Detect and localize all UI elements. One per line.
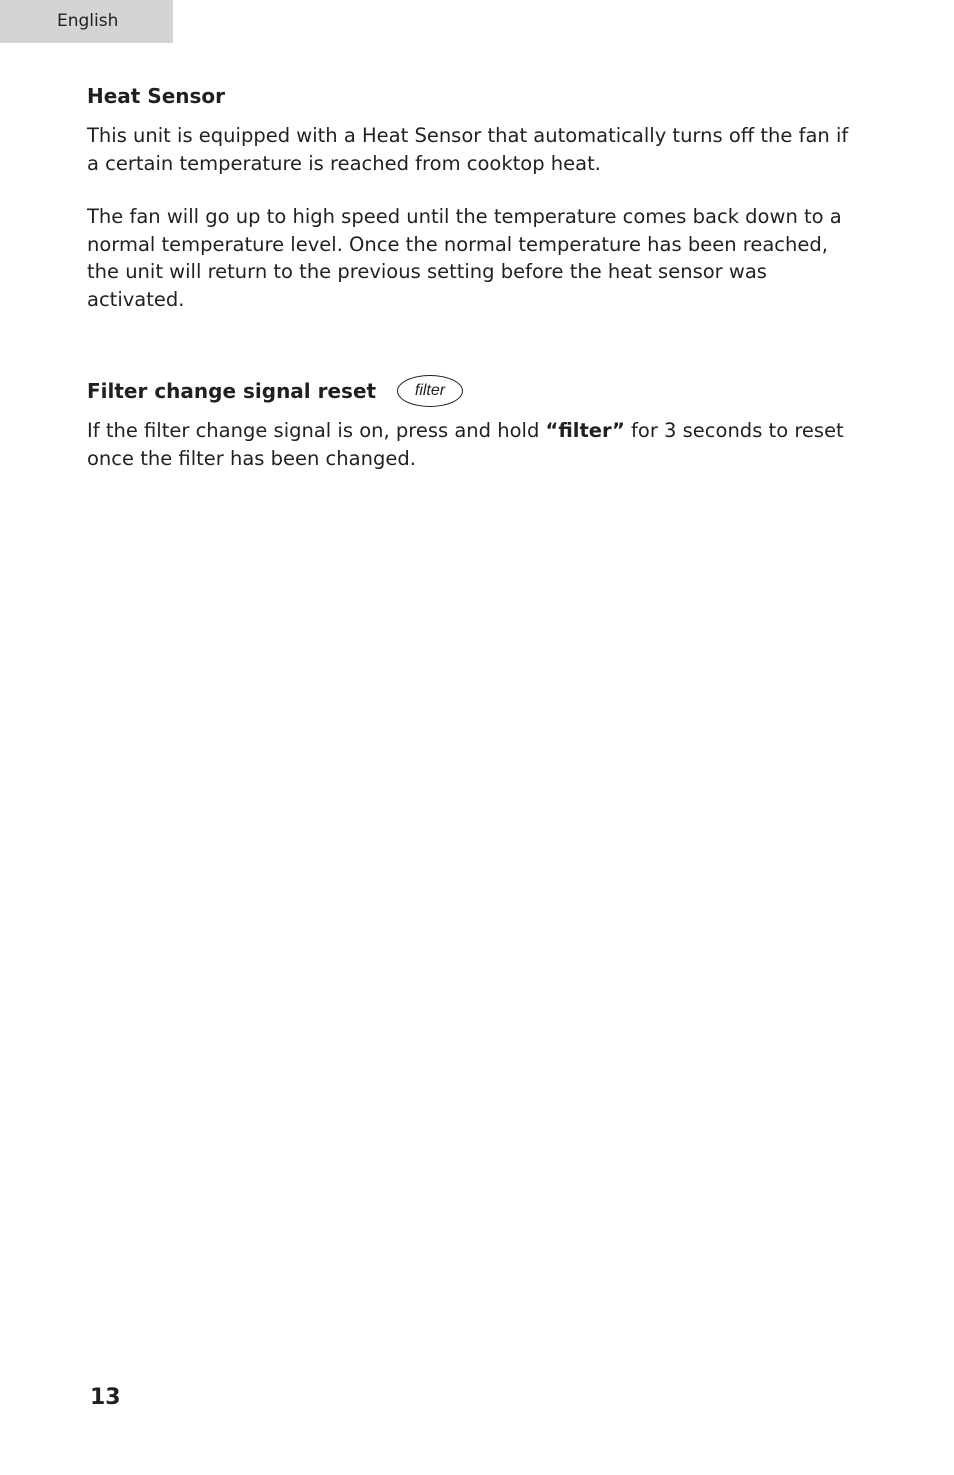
- heat-sensor-heading: Heat Sensor: [87, 84, 226, 108]
- language-tab: [0, 0, 173, 43]
- heat-sensor-paragraph-1: This unit is equipped with a Heat Sensor that automatically turns off the fan if a certain temperature is reached from cooktop heat.: [87, 124, 849, 175]
- filter-reset-paragraph: [87, 417, 857, 472]
- filter-reset-emphasis: “filter”: [545, 419, 625, 442]
- heat-sensor-paragraph-2: The fan will go up to high speed until the temperature comes back down to a normal temperature level. Once the normal temperature has been reached, the unit will return to the previous setting before the heat sensor was activated.: [87, 205, 842, 311]
- filter-reset-heading: Filter change signal reset: [87, 379, 377, 403]
- filter-reset-text-after: for 3 seconds to reset once the filter has been changed.: [87, 419, 844, 470]
- language-label: English: [57, 11, 119, 31]
- page-number: 13: [90, 1385, 121, 1410]
- filter-button-label: filter: [414, 382, 446, 399]
- filter-reset-text-before: If the filter change signal is on, press and hold: [87, 419, 546, 442]
- filter-button-illustration: [397, 375, 463, 407]
